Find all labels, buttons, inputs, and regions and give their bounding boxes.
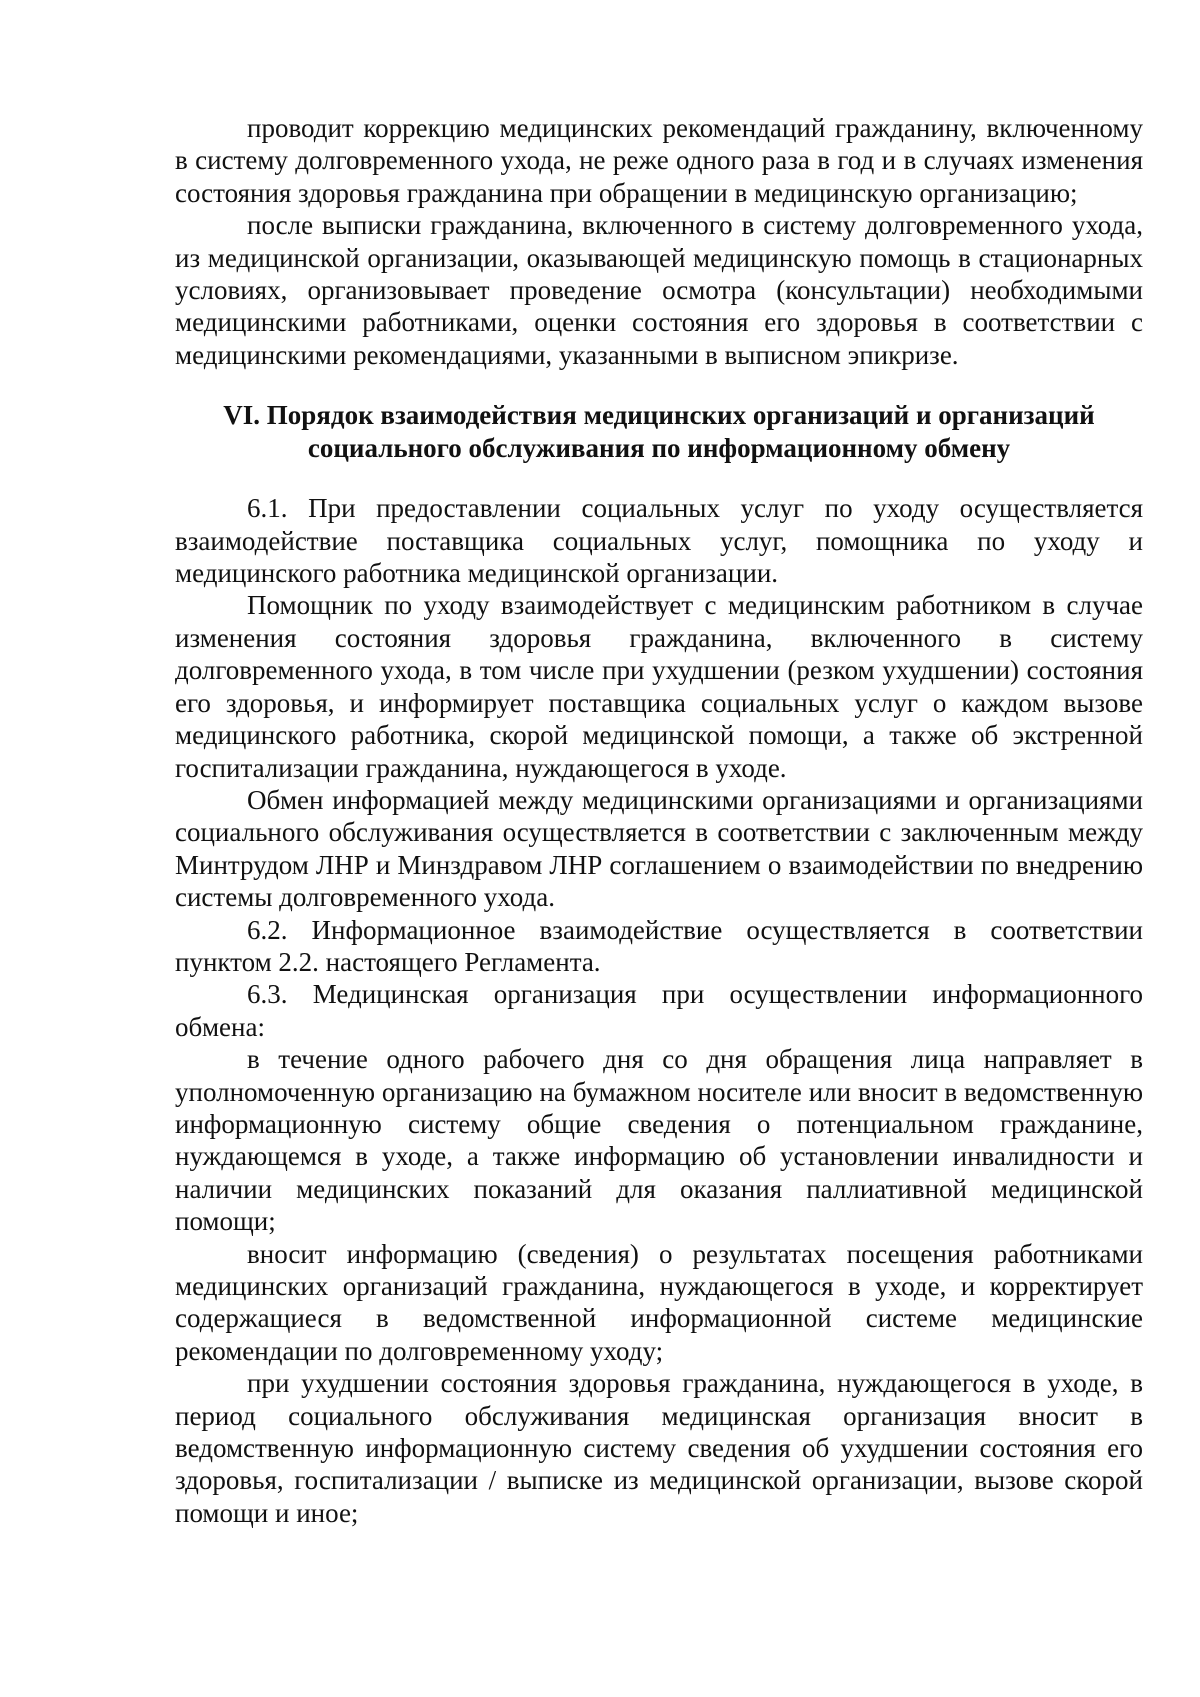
paragraph-6-3: 6.3. Медицинская организация при осуществлении информационного обмена: (175, 979, 1143, 1042)
paragraph-visit-results: вносит информацию (сведения) о результатах посещения работниками медицинских организаций гражданина, нуждающегося в уходе, и корректирует содержащиеся в ведомственной информационной системе медицинские рекомендации по долговременному уходу; (175, 1238, 1143, 1366)
section-heading-line-2: социального обслуживания по информационному обмену (307, 433, 1011, 464)
paragraph-correction: проводит коррекцию медицинских рекомендаций гражданину, включенному в систему долговременного ухода, не реже одного раза в год и в случаях изменения состояния здоровья гражданина при обращении в медицинскую организацию; (175, 113, 1143, 208)
section-heading-line-1: VI. Порядок взаимодействия медицинских организаций и организаций (223, 400, 1095, 431)
paragraph-information-exchange: Обмен информацией между медицинскими организациями и организациями социального обслуживания осуществляется в соответствии с заключенным между Минтрудом ЛНР и Минздравом ЛНР соглашением о взаимодействии по внедрению системы долговременного ухода. (175, 784, 1143, 913)
section-heading (175, 399, 1143, 465)
paragraph-health-deterioration: при ухудшении состояния здоровья гражданина, нуждающегося в уходе, в период социального обслуживания медицинская организация вносит в ведомственную информационную систему сведения об ухудшении состояния его здоровья, госпитализации / выписке из медицинской организации, вызове скорой помощи и иное; (175, 1368, 1143, 1528)
paragraph-discharge: после выписки гражданина, включенного в систему долговременного ухода, из медицинской организации, оказывающей медицинскую помощь в стационарных условиях, организовывает проведение осмотра (консультации) необходимыми медицинскими работниками, оценки состояния его здоровья в соответствии с медицинскими рекомендациями, указанными в выписном эпикризе. (175, 210, 1143, 370)
paragraph-one-working-day: в течение одного рабочего дня со дня обращения лица направляет в уполномоченную организацию на бумажном носителе или вносит в ведомственную информационную систему общие сведения о потенциальном гражданине, нуждающемся в уходе, а также информацию об установлении инвалидности и наличии медицинских показаний для оказания паллиативной медицинской помощи; (175, 1044, 1143, 1237)
paragraph-6-1: 6.1. При предоставлении социальных услуг по уходу осуществляется взаимодействие поставщика социальных услуг, помощника по уходу и медицинского работника медицинской организации. (175, 493, 1143, 589)
paragraph-care-assistant: Помощник по уходу взаимодействует с медицинским работником в случае изменения состояния здоровья гражданина, включенного в систему долговременного ухода, в том числе при ухудшении (резком ухудшении) состояния его здоровья, и информирует поставщика социальных услуг о каждом вызове медицинского работника, скорой медицинской помощи, а также об экстренной госпитализации гражданина, нуждающегося в уходе. (175, 590, 1143, 783)
document-page (175, 112, 1143, 1529)
paragraph-6-2: 6.2. Информационное взаимодействие осуществляется в соответствии пунктом 2.2. настоящего Регламента. (175, 914, 1143, 977)
